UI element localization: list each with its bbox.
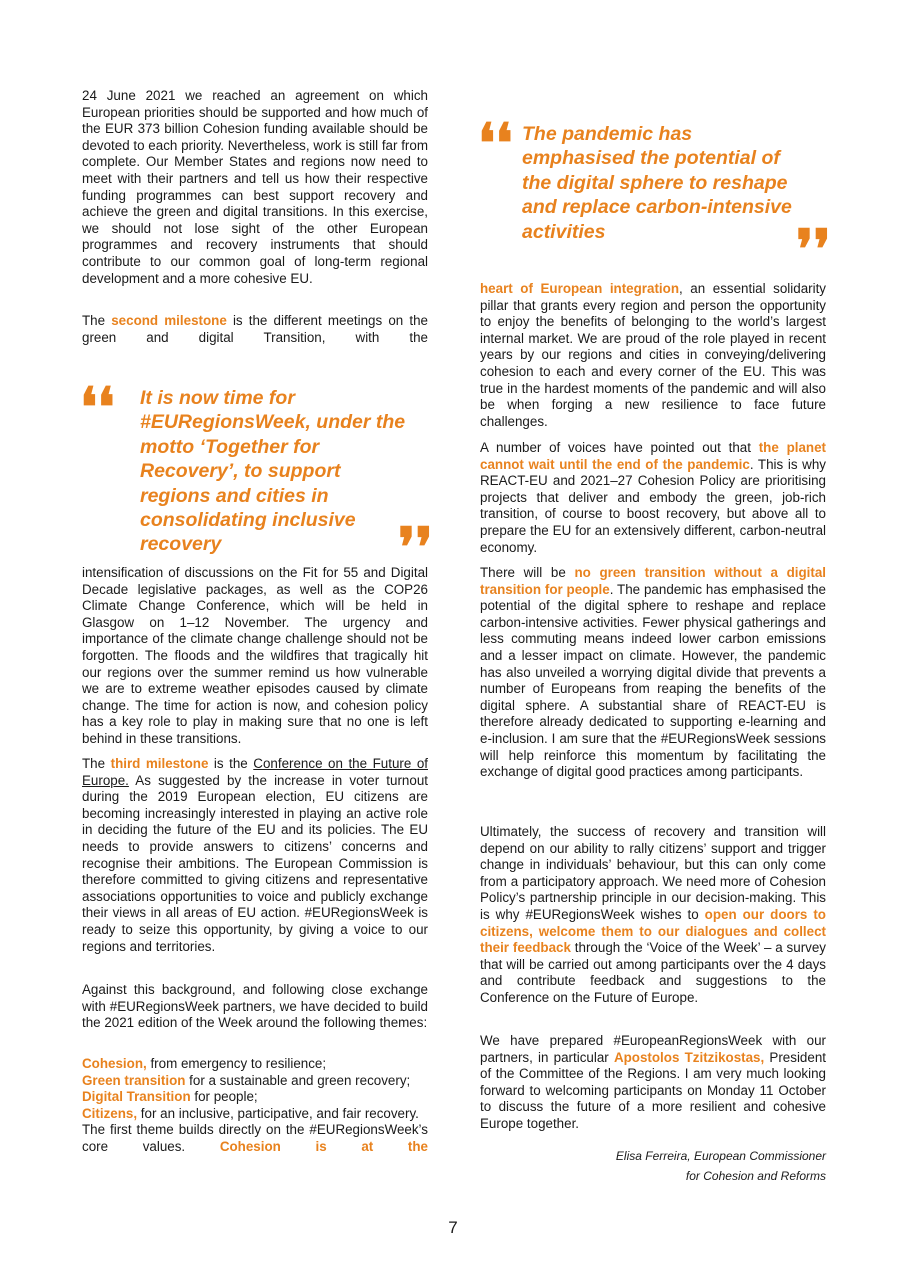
highlighted-text: open our doors to citizens, welcome them to our dialogues and collect their feedback <box>480 906 826 956</box>
highlighted-text: Cohesion, <box>82 1056 147 1071</box>
highlighted-text: Green transition <box>82 1072 186 1088</box>
text-segment: for a sustainable and green recovery; <box>185 1072 411 1088</box>
text-segment: We have prepared #EuropeanRegionsWeek with our partners, in particular <box>480 1033 826 1065</box>
text-segment: The <box>82 313 112 328</box>
paragraph-planet <box>480 440 826 556</box>
highlighted-text: Apostolos Tzitzikostas, <box>613 1049 765 1065</box>
highlighted-text: heart of European integration <box>480 281 680 296</box>
signature-name: Elisa Ferreira, European Commissioner <box>615 1149 826 1163</box>
text-segment: As suggested by the increase in voter turnout during the 2019 European election, EU citizens are becoming increasingly interested in playing an active role in deciding the future of the EU and its policies. The EU needs to provide answers to citizens’ concerns and recognise their ambitions. The European Commission is therefore committed to giving citizens and representative associations opportunities to voice and publicly exchange their views in all areas of EU action. #EURegionsWeek is ready to seize this opportunity, by giving a voice to our regions and territories. <box>82 772 428 954</box>
text-segment: from emergency to resilience; <box>146 1056 327 1071</box>
text-segment: Against this background, and following close exchange with #EURegionsWeek partners, we have decided to build the 2021 edition of the Week around the following themes: <box>82 982 428 1031</box>
text-segment: President of the Committee of the Regions. I am very much looking forward to welcoming participants on Monday 11 October to discuss the future of a more resilient and cohesive Europe together. <box>480 1049 826 1131</box>
text-segment: There will be <box>480 565 575 580</box>
pull-quote-regions-week: It is now time for #EURegionsWeek, under the motto ‘Together for Recovery’, to support regions and cities in consolidating inclusive recovery <box>140 387 406 556</box>
paragraph-digital-transition <box>480 565 826 781</box>
close-quote-icon: ❜❜ <box>398 515 433 579</box>
paragraph-participation <box>480 824 826 1007</box>
text-segment: is the different meetings on the green and digital Transition, with the <box>82 313 428 345</box>
highlighted-text: the planet cannot wait until the end of the pandemic <box>480 440 826 472</box>
text-segment: . This is why REACT-EU and 2021–27 Cohesion Policy are prioritising projects that deliver and embody the green, job-rich transition, of course to boost recovery, but above all to prepare the EU for an extensively different, carbon-neutral economy. <box>480 456 826 555</box>
text-segment: through the ‘Voice of the Week’ – a survey that will be carried out among participants over the 4 days and contribute feedback and suggestions to the Conference on the Future of Europe. <box>480 940 827 1005</box>
open-quote-icon: ❛❛ <box>80 375 115 439</box>
theme-item <box>82 1056 428 1073</box>
text-segment: for people; <box>190 1089 258 1105</box>
text-segment: The <box>82 756 111 771</box>
close-quote-icon: ❜❜ <box>796 217 831 281</box>
highlighted-text: third milestone <box>110 756 209 771</box>
signature-title: for Cohesion and Reforms <box>685 1169 826 1183</box>
text-segment: intensification of discussions on the Fit for 55 and Digital Decade legislative packages, as well as the COP26 Climate Change Conference, which will be held in Glasgow on 1–12 November. The urgency and importance of the climate change challenge should not be forgotten. The floods and the wildfires that tragically hit our regions over the summer remind us how vulnerable we are to extreme weather episodes caused by climate change. The time for action is now, and cohesion policy has a key role to play in making sure that no one is left behind in these transitions. <box>82 565 428 746</box>
paragraph-first-theme <box>82 1122 428 1155</box>
open-quote-icon: ❛❛ <box>478 111 513 175</box>
theme-item <box>82 1073 428 1090</box>
underlined-text: Conference on the Future of Europe. <box>82 756 428 788</box>
theme-item <box>82 1106 428 1123</box>
text-segment: The first theme builds directly on the #EURegionsWeek’s core values. <box>82 1122 428 1154</box>
paragraph-climate <box>82 565 428 748</box>
text-segment: for an inclusive, participative, and fair recovery. <box>137 1105 419 1121</box>
text-segment: is the <box>208 756 254 771</box>
paragraph-agreement <box>82 88 428 287</box>
page-number: 7 <box>448 1218 458 1237</box>
pull-quote-pandemic: The pandemic has emphasised the potential of the digital sphere to reshape and replace carbon-intensive activities <box>522 123 792 243</box>
text-segment: Ultimately, the success of recovery and transition will depend on our ability to rally citizens’ support and trigger change in individuals’ behaviour, but this can only come from a participatory approach. We need more of Cohesion Policy’s partnership principle in our decision-making. This is why #EURegionsWeek wishes to <box>480 824 826 922</box>
highlighted-text: Digital Transition <box>82 1089 191 1105</box>
paragraph-european-integration <box>480 281 826 430</box>
text-segment: 24 June 2021 we reached an agreement on which European priorities should be supported and how much of the EUR 373 billion Cohesion funding available should be devoted to each priority. Nevertheless, work is still far from complete. Our Member States and regions now need to meet with their partners and tell us how their respective funding programmes can best support recovery and achieve the green and digital transitions. In this exercise, we should not lose sight of the other European programmes and recovery instruments that should contribute to our common goal of long-term regional development and a more cohesive EU. <box>82 88 428 286</box>
themes-list <box>82 1056 428 1156</box>
theme-item <box>82 1089 428 1106</box>
highlighted-text: second milestone <box>111 313 227 328</box>
paragraph-third-milestone <box>82 756 428 955</box>
highlighted-text: no green transition without a digital transition for people <box>480 565 826 597</box>
paragraph-partners <box>480 1033 826 1133</box>
text-segment: , an essential solidarity pillar that grants every region and person the opportunity to enjoy the benefits of belonging to the world’s largest internal market. We are proud of the role played in recent years by our regions and cities in conveying/delivering cohesion to each and every corner of the EU. This was true in the hardest moments of the pandemic and will also be when forging a new resilience to face future challenges. <box>480 281 827 429</box>
paragraph-second-milestone <box>82 313 428 346</box>
highlighted-text: Cohesion is at the <box>219 1138 429 1154</box>
text-segment: A number of voices have pointed out that <box>480 440 759 455</box>
highlighted-text: Citizens, <box>82 1105 138 1121</box>
paragraph-themes-intro <box>82 982 428 1032</box>
text-segment: . The pandemic has emphasised the potential of the digital sphere to reshape and replace carbon-intensive activities. Fewer physical gatherings and less commuting means indeed lower carbon emissions and a lesser impact on climate. However, the pandemic has also unveiled a worrying digital divide that prevents a number of Europeans from reaping the benefits of the digital sphere. A substantial share of REACT-EU is therefore already dedicated to supporting e-learning and e-inclusion. I am sure that the #EURegionsWeek sessions will help reinforce this momentum by facilitating the exchange of digital good practices among participants. <box>480 581 827 780</box>
